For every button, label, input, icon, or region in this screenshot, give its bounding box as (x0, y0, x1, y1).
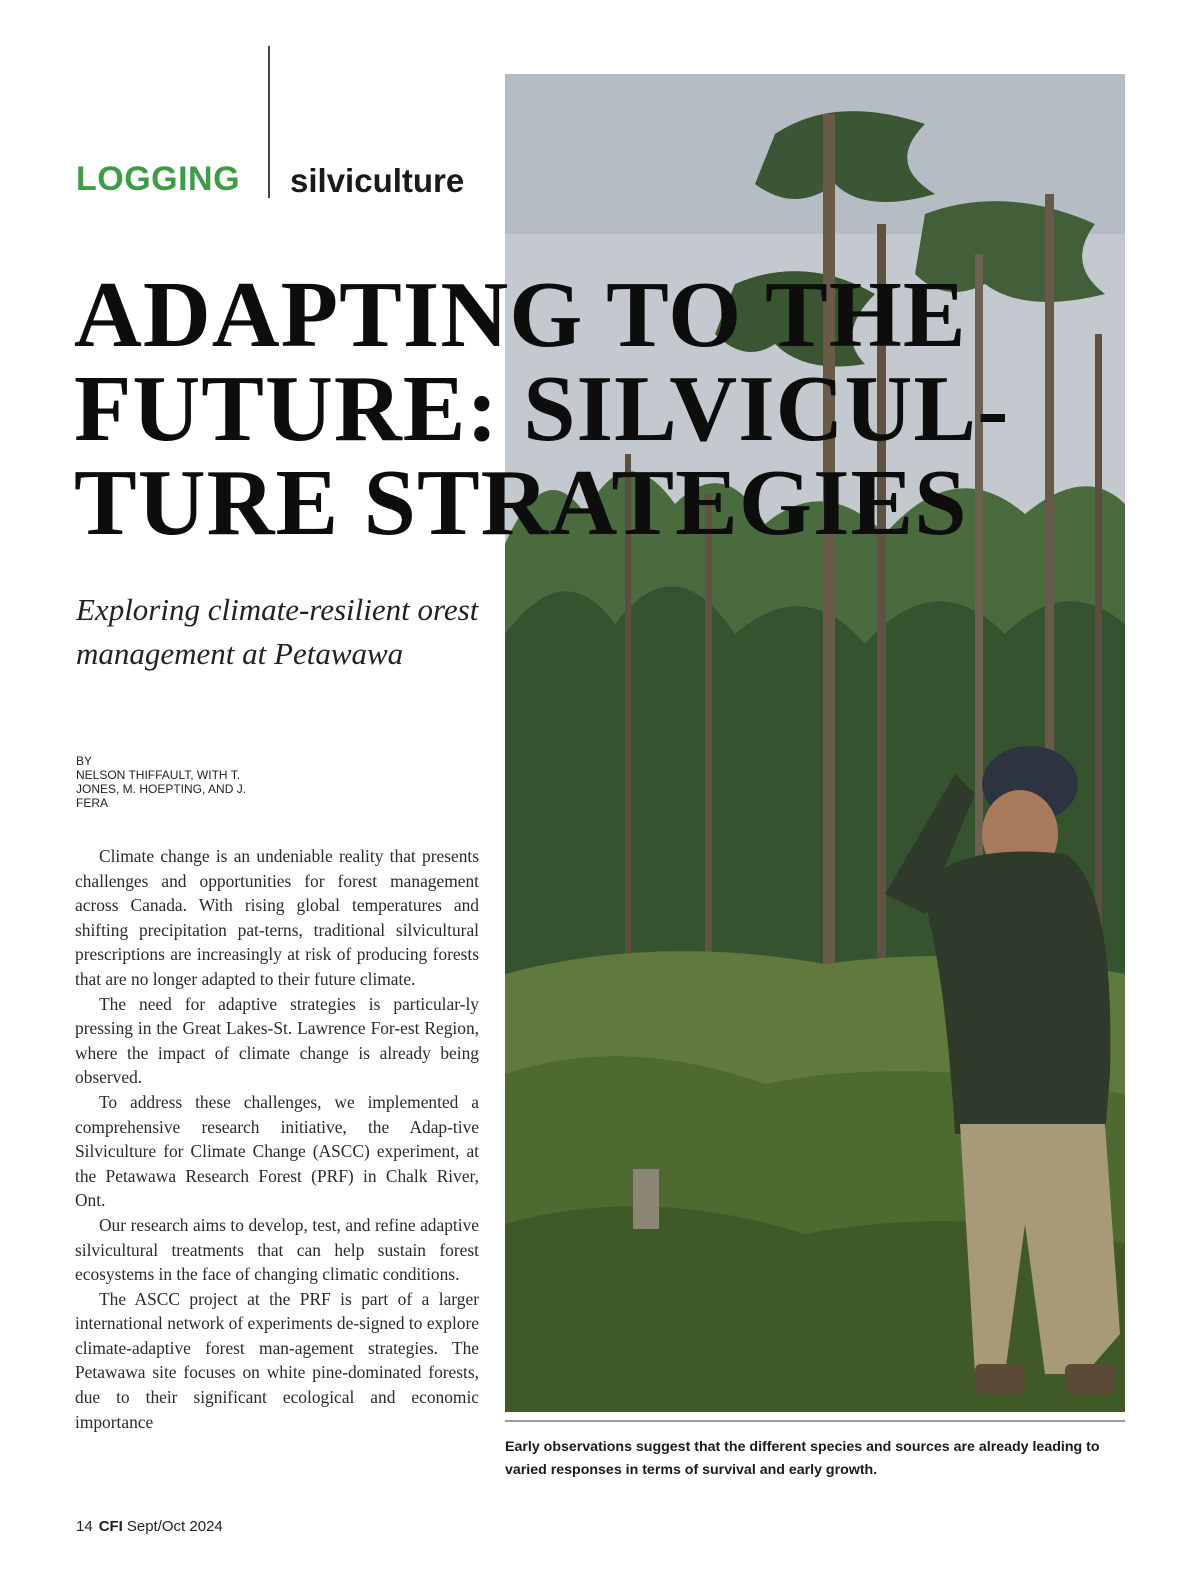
body-paragraph: Our research aims to develop, test, and refine adaptive silvicultural treatments that can help sustain forest ecosystems in the face of changing climatic conditions. (75, 1214, 479, 1285)
page-footer (76, 1518, 223, 1535)
headline: ADAPTING TO THE FUTURE: SILVICUL- TURE STRATEGIES (74, 263, 1010, 555)
issue-date: Sept/Oct 2024 (126, 1518, 223, 1535)
byline-prefix: BY (76, 754, 93, 768)
photo-caption: Early observations suggest that the different species and sources are already leading to varied responses in terms of survival and early growth. (505, 1439, 1100, 1478)
article-body (75, 844, 479, 1434)
byline (76, 754, 276, 810)
body-paragraph: Climate change is an undeniable reality that presents challenges and opportunities for forest management across Canada. With rising global temperatures and shifting precipitation pat-terns, traditional silvicultural prescriptions are increasingly at risk of producing forests that are no longer adapted to their future climate. (75, 846, 479, 989)
topic-label: silviculture (290, 162, 465, 199)
caption-rule (505, 1420, 1125, 1422)
byline-authors: NELSON THIFFAULT, WITH T. JONES, M. HOEPTING, AND J. FERA (76, 768, 247, 810)
body-paragraph: The need for adaptive strategies is particular-ly pressing in the Great Lakes-St. Lawrence For-est Region, where the impact of climate change is already being observed. (75, 993, 479, 1088)
deck-subtitle: Exploring climate-resilient orest management at Petawawa (76, 592, 479, 671)
header-divider (268, 46, 270, 198)
body-paragraph: The ASCC project at the PRF is part of a larger international network of experiments de-signed to explore climate-adaptive forest man-agement strategies. The Petawawa site focuses on white pine-dominated forests, due to their significant ecological and economic importance (75, 1288, 479, 1432)
page-number: 14 (76, 1518, 93, 1535)
publication-name: CFI (98, 1518, 123, 1535)
body-paragraph: To address these challenges, we implemented a comprehensive research initiative, the Adap-tive Silviculture for Climate Change (ASCC) experiment, at the Petawawa Research Forest (PRF) in Chalk River, Ont. (75, 1091, 479, 1211)
section-label: LOGGING (76, 160, 241, 198)
